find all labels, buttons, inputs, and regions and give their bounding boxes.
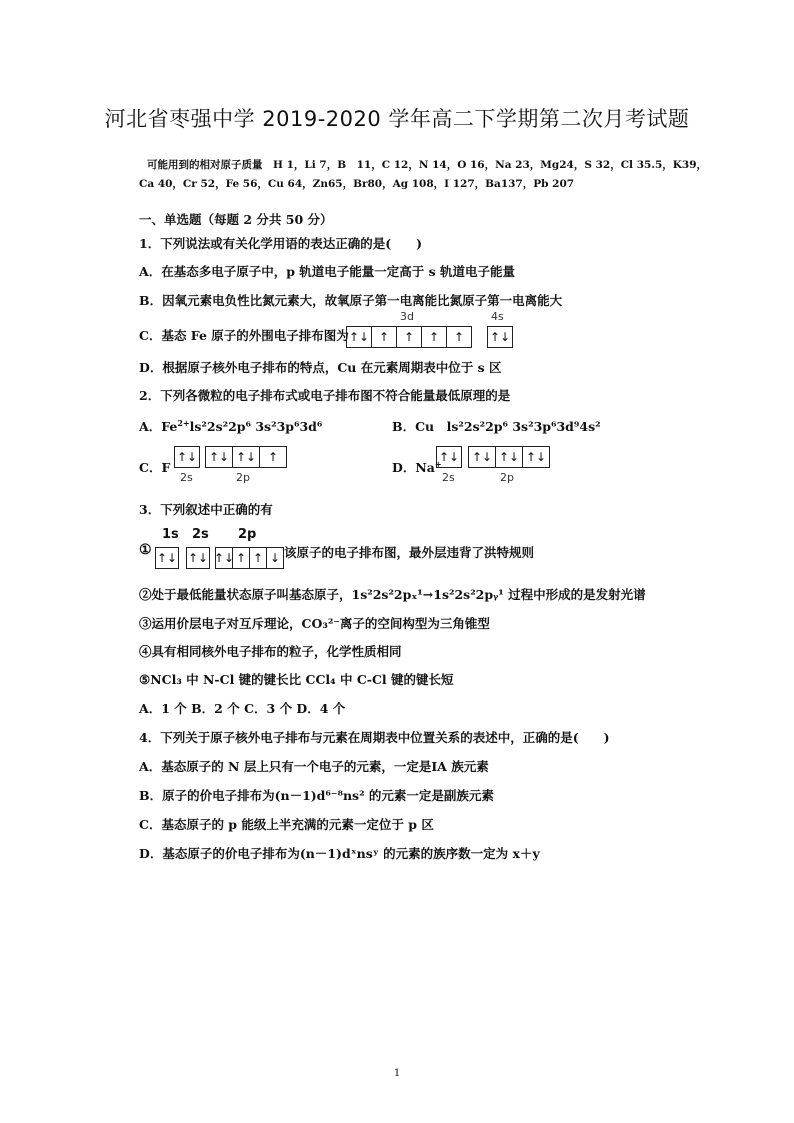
orbital-box: ↑↓ xyxy=(233,446,260,468)
q1-4s-orbital xyxy=(487,326,513,348)
q4-option-a: A．基态原子的 N 层上只有一个电子的元素，一定是ⅠA 族元素 xyxy=(139,759,489,774)
orbital-box: ↑ xyxy=(250,547,267,569)
q2-c-label-2s: 2s xyxy=(180,471,193,484)
q2-b-prefix: B．Cu xyxy=(392,419,435,434)
q4-option-b: B．原子的价电子排布为(n－1)d⁶⁻⁸ns² 的元素一定是副族元素 xyxy=(139,788,494,803)
q4-option-d: D．基态原子的价电子排布为(n－1)dˣnsʸ 的元素的族序数一定为 x＋y xyxy=(139,846,540,861)
q3-item-4: ④具有相同核外电子排布的粒子，化学性质相同 xyxy=(139,644,402,659)
q3-item-3: ③运用价层电子对互斥理论，CO₃²⁻离子的空间构型为三角锥型 xyxy=(139,616,490,631)
orbital-box: ↑↓ xyxy=(205,446,233,468)
page-title: 河北省枣强中学 2019-2020 学年高二下学期第二次月考试题 xyxy=(104,107,690,131)
q1-3d-orbitals xyxy=(346,326,472,348)
q2-d-charge: + xyxy=(434,458,442,469)
orbital-box: ↑ xyxy=(422,326,447,348)
q3-item-1-number: ① xyxy=(139,542,152,558)
q2-option-a xyxy=(139,417,322,435)
orbital-box: ↑↓ xyxy=(186,547,210,569)
q1-label-4s: 4s xyxy=(491,310,504,323)
q2-c-2s-orbital xyxy=(174,446,200,468)
q3-label-2s: 2s xyxy=(192,527,209,542)
q2-option-d xyxy=(392,458,442,476)
q4-stem: 4．下列关于原子核外电子排布与元素在周期表中位置关系的表述中，正确的是( ) xyxy=(139,730,610,745)
q1-option-b: B．因氧元素电负性比氮元素大，故氧原子第一电离能比氮原子第一电离能大 xyxy=(139,293,563,308)
q2-d-label-2s: 2s xyxy=(442,471,455,484)
q3-label-2p: 2p xyxy=(238,527,257,542)
orbital-box: ↑↓ xyxy=(346,326,372,348)
q3-item-1-text: 该原子的电子排布图，最外层违背了洪特规则 xyxy=(284,545,535,560)
q3-stem: 3．下列叙述中正确的有 xyxy=(139,502,273,517)
atomic-mass-line-2: Ca 40，Cr 52，Fe 56，Cu 64，Zn65，Br80，Ag 108，I 127，Ba137，Pb 207 xyxy=(139,178,575,190)
orbital-box: ↑ xyxy=(233,547,250,569)
orbital-box: ↑↓ xyxy=(468,446,496,468)
orbital-box: ↑ xyxy=(397,326,422,348)
orbital-box: ↑↓ xyxy=(155,547,179,569)
q3-2s-orbital xyxy=(186,547,210,569)
orbital-box: ↑ xyxy=(260,446,287,468)
orbital-box: ↓ xyxy=(267,547,284,569)
orbital-box: ↑↓ xyxy=(215,547,233,569)
q2-b-config: ls²2s²2p⁶ 3s²3p⁶3d⁹4s² xyxy=(446,419,601,434)
q2-a-config: ls²2s²2p⁶ 3s²3p⁶3d⁶ xyxy=(189,419,323,434)
q3-label-1s: 1s xyxy=(162,527,179,542)
q2-c-2p-orbitals xyxy=(205,446,287,468)
q2-d-prefix: D．Na xyxy=(392,460,435,475)
q2-a-charge: 2+ xyxy=(177,417,190,428)
page-number: 1 xyxy=(393,1068,401,1079)
orbital-box: ↑↓ xyxy=(496,446,523,468)
q2-d-2s-orbital xyxy=(436,446,462,468)
q1-label-3d: 3d xyxy=(400,310,414,323)
q2-c-label-2p: 2p xyxy=(236,471,250,484)
orbital-box: ↑↓ xyxy=(436,446,462,468)
orbital-box: ↑ xyxy=(372,326,397,348)
q3-options: A．1 个 B．2 个 C．3 个 D．4 个 xyxy=(139,701,346,716)
orbital-box: ↑↓ xyxy=(174,446,200,468)
orbital-box: ↑ xyxy=(447,326,472,348)
orbital-box: ↑↓ xyxy=(487,326,513,348)
q2-option-b xyxy=(392,417,601,435)
q2-a-prefix: A．Fe xyxy=(139,419,178,434)
q1-option-c: C．基态 Fe 原子的外围电子排布图为 xyxy=(139,328,349,343)
q3-item-2: ②处于最低能量状态原子叫基态原子，1s²2s²2pₓ¹→1s²2s²2pᵧ¹ 过程中形成的是发射光谱 xyxy=(139,587,646,602)
orbital-box: ↑↓ xyxy=(523,446,550,468)
q1-stem: 1．下列说法或有关化学用语的表达正确的是( ) xyxy=(139,236,423,251)
q2-d-2p-orbitals xyxy=(468,446,550,468)
section-heading: 一、单选题（每题 2 分共 50 分） xyxy=(139,212,333,227)
q1-option-a: A．在基态多电子原子中，p 轨道电子能量一定高于 s 轨道电子能量 xyxy=(139,264,516,279)
q4-option-c: C．基态原子的 p 能级上半充满的元素一定位于 p 区 xyxy=(139,817,434,832)
atomic-mass-line-1: 可能用到的相对原子质量 H 1，Li 7，B 11，C 12，N 14，O 16，Na 23，Mg24，S 32，Cl 35.5，K39， xyxy=(147,159,708,171)
q1-option-d: D．根据原子核外电子排布的特点，Cu 在元素周期表中位于 s 区 xyxy=(139,360,502,375)
q2-option-c: C．F xyxy=(139,460,171,475)
q3-2p-orbitals xyxy=(215,547,284,569)
q3-item-5: ⑤NCl₃ 中 N-Cl 键的键长比 CCl₄ 中 C-Cl 键的键长短 xyxy=(139,672,454,687)
q2-d-label-2p: 2p xyxy=(500,471,514,484)
q3-1s-orbital xyxy=(155,547,179,569)
q2-stem: 2．下列各微粒的电子排布式或电子排布图不符合能量最低原理的是 xyxy=(139,388,511,403)
